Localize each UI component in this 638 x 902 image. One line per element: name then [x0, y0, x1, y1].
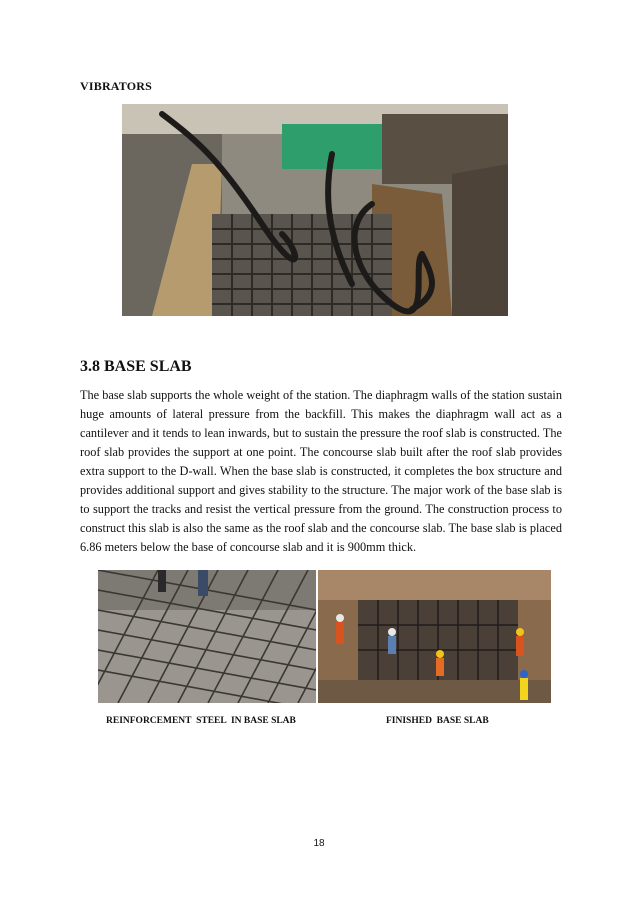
caption-reinforcement-steel: REINFORCEMENT STEEL IN BASE SLAB — [106, 716, 296, 726]
rebar-photo — [98, 570, 316, 703]
heading-vibrators: VIBRATORS — [80, 79, 153, 93]
body-paragraph: The base slab supports the whole weight of the station. The diaphragm walls of the station sustain huge amounts of lateral pressure from the backfill. This makes the diaphragm wall act as a cantilever and it tends to lean inwards, but to sustain the pressure the roof slab is constructed. The roof slab provides the support at one point. The concourse slab built after the roof slab provides extra support to the D-wall. When the base slab is constructed, it completes the box structure and provides additional support and gives stability to the structure. The major work of the base slab is to support the tracks and resist the vertical pressure from the ground. The construction process to construct this slab is also the same as the roof slab and the concourse slab. The base slab is placed 6.86 meters below the base of concourse slab and it is 900mm thick. — [80, 388, 562, 554]
finished-base-slab-photo — [318, 570, 551, 703]
page-number: 18 — [313, 838, 325, 849]
section-title: 3.8 BASE SLAB — [80, 358, 192, 375]
caption-finished-base-slab: FINISHED BASE SLAB — [386, 716, 489, 726]
vibrators-photo — [122, 104, 508, 316]
